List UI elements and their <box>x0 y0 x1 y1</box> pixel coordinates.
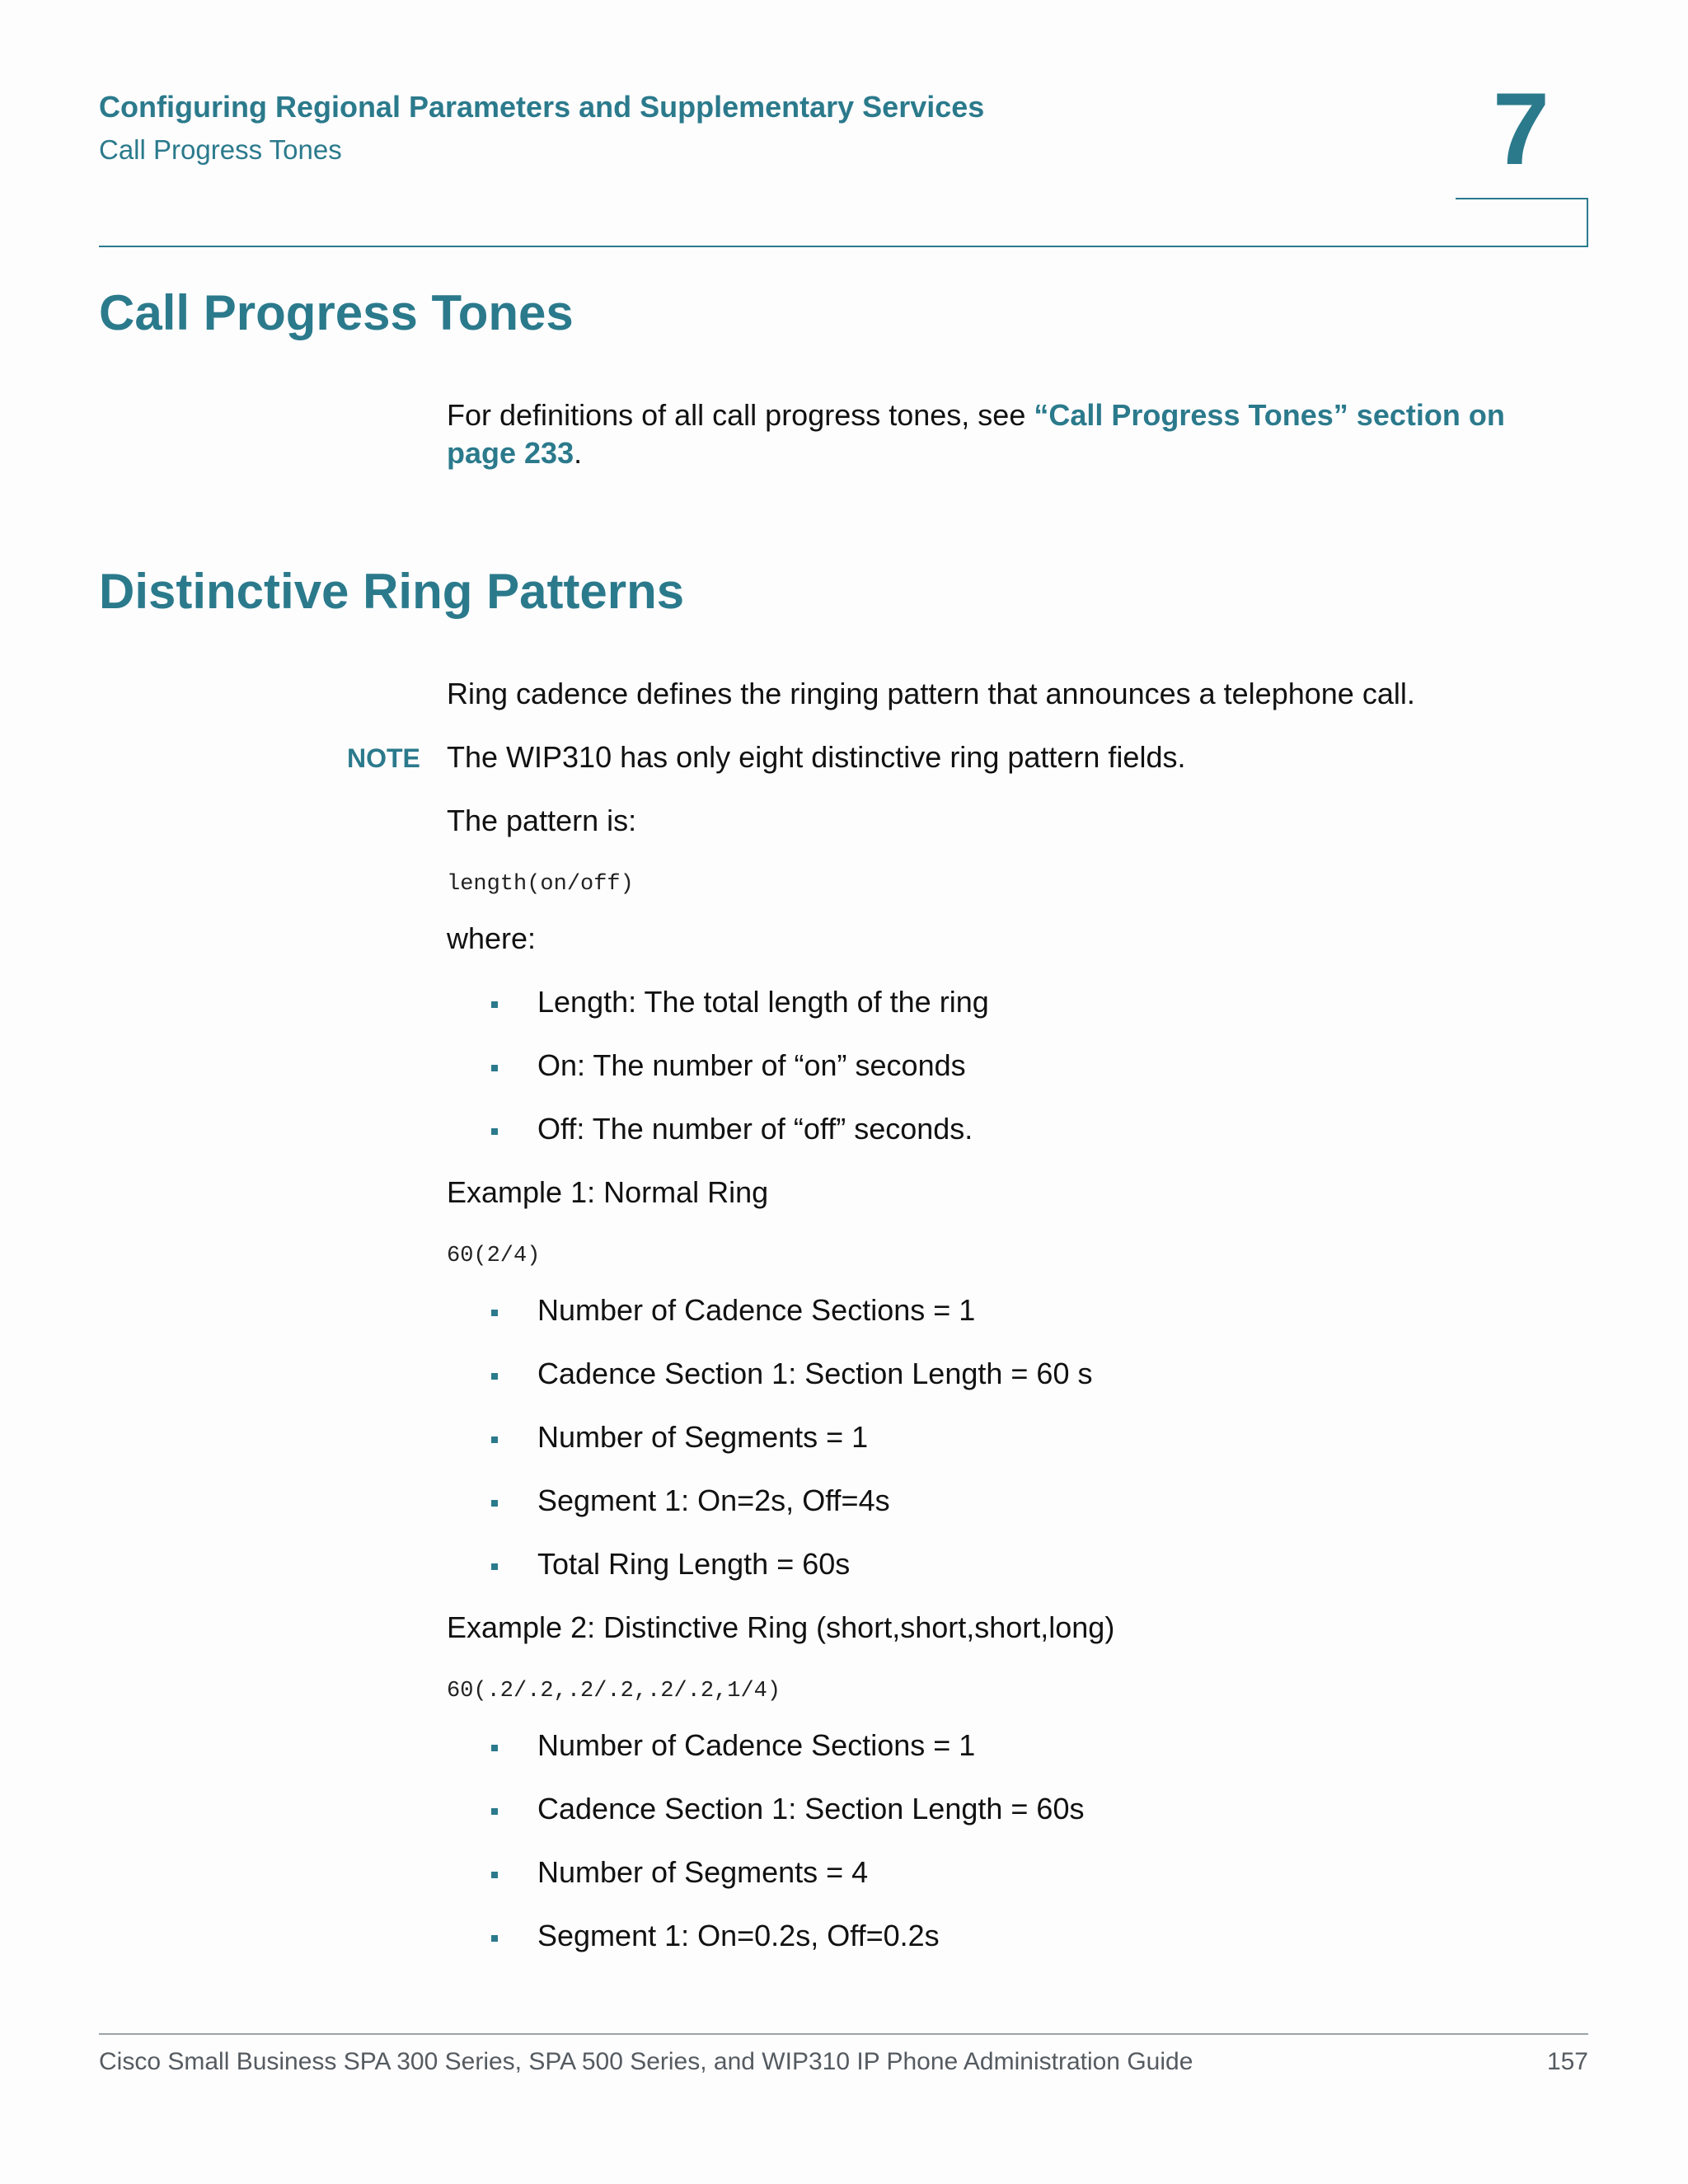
chapter-tab-frame <box>1456 198 1588 246</box>
section-subtitle: Call Progress Tones <box>99 134 342 165</box>
chapter-title: Configuring Regional Parameters and Supplementary Services <box>99 90 985 124</box>
where-label: where: <box>447 921 537 955</box>
cross-reference-link[interactable]: “Call Progress Tones” section on <box>1034 398 1505 432</box>
bullet-marker <box>491 1065 498 1071</box>
definitions-paragraph-line1 <box>447 396 1505 434</box>
header-divider <box>99 246 1588 247</box>
section-heading-call-progress-tones: Call Progress Tones <box>99 285 574 340</box>
cross-reference-link-page[interactable]: page 233 <box>447 436 574 470</box>
list-item: Segment 1: On=2s, Off=4s <box>537 1483 890 1517</box>
page-number: 157 <box>1546 2048 1588 2075</box>
list-item: Number of Cadence Sections = 1 <box>537 1728 976 1762</box>
definitions-text: For definitions of all call progress tones, see <box>447 398 1034 432</box>
bullet-marker <box>491 1808 498 1815</box>
example2-title: Example 2: Distinctive Ring (short,short,short,long) <box>447 1610 1115 1644</box>
list-item: Number of Segments = 4 <box>537 1855 869 1889</box>
example1-title: Example 1: Normal Ring <box>447 1175 769 1209</box>
bullet-marker <box>491 1128 498 1135</box>
example1-code: 60(2/4) <box>447 1244 541 1268</box>
list-item: Off: The number of “off” seconds. <box>537 1112 973 1146</box>
note-label: NOTE <box>347 743 420 773</box>
footer-divider <box>99 2033 1588 2035</box>
bullet-marker <box>491 1745 498 1751</box>
running-header <box>99 89 984 168</box>
ring-cadence-intro: Ring cadence defines the ringing pattern that announces a telephone call. <box>447 677 1415 710</box>
bullet-marker <box>491 1001 498 1008</box>
pattern-intro: The pattern is: <box>447 804 637 837</box>
chapter-number: 7 <box>1493 73 1550 186</box>
bullet-marker <box>491 1436 498 1443</box>
list-item: Cadence Section 1: Section Length = 60 s <box>537 1357 1093 1390</box>
list-item: Cadence Section 1: Section Length = 60s <box>537 1792 1085 1825</box>
bullet-marker <box>491 1935 498 1942</box>
pattern-code: length(on/off) <box>447 872 634 897</box>
list-item: Number of Cadence Sections = 1 <box>537 1293 976 1327</box>
bullet-marker <box>491 1310 498 1316</box>
definitions-period: . <box>574 436 583 470</box>
bullet-marker <box>491 1373 498 1380</box>
section-heading-distinctive-ring-patterns: Distinctive Ring Patterns <box>99 564 685 619</box>
example2-code: 60(.2/.2,.2/.2,.2/.2,1/4) <box>447 1679 781 1704</box>
bullet-marker <box>491 1872 498 1878</box>
list-item: Length: The total length of the ring <box>537 985 989 1019</box>
note-text: The WIP310 has only eight distinctive ring pattern fields. <box>447 740 1186 774</box>
footer-guide-title: Cisco Small Business SPA 300 Series, SPA 500 Series, and WIP310 IP Phone Administration Guide <box>99 2048 1193 2075</box>
list-item: Total Ring Length = 60s <box>537 1547 851 1581</box>
definitions-paragraph-line2 <box>447 434 582 472</box>
bullet-marker <box>491 1563 498 1570</box>
bullet-marker <box>491 1500 498 1507</box>
list-item: Segment 1: On=0.2s, Off=0.2s <box>537 1919 940 1952</box>
list-item: On: The number of “on” seconds <box>537 1048 966 1082</box>
list-item: Number of Segments = 1 <box>537 1420 869 1454</box>
